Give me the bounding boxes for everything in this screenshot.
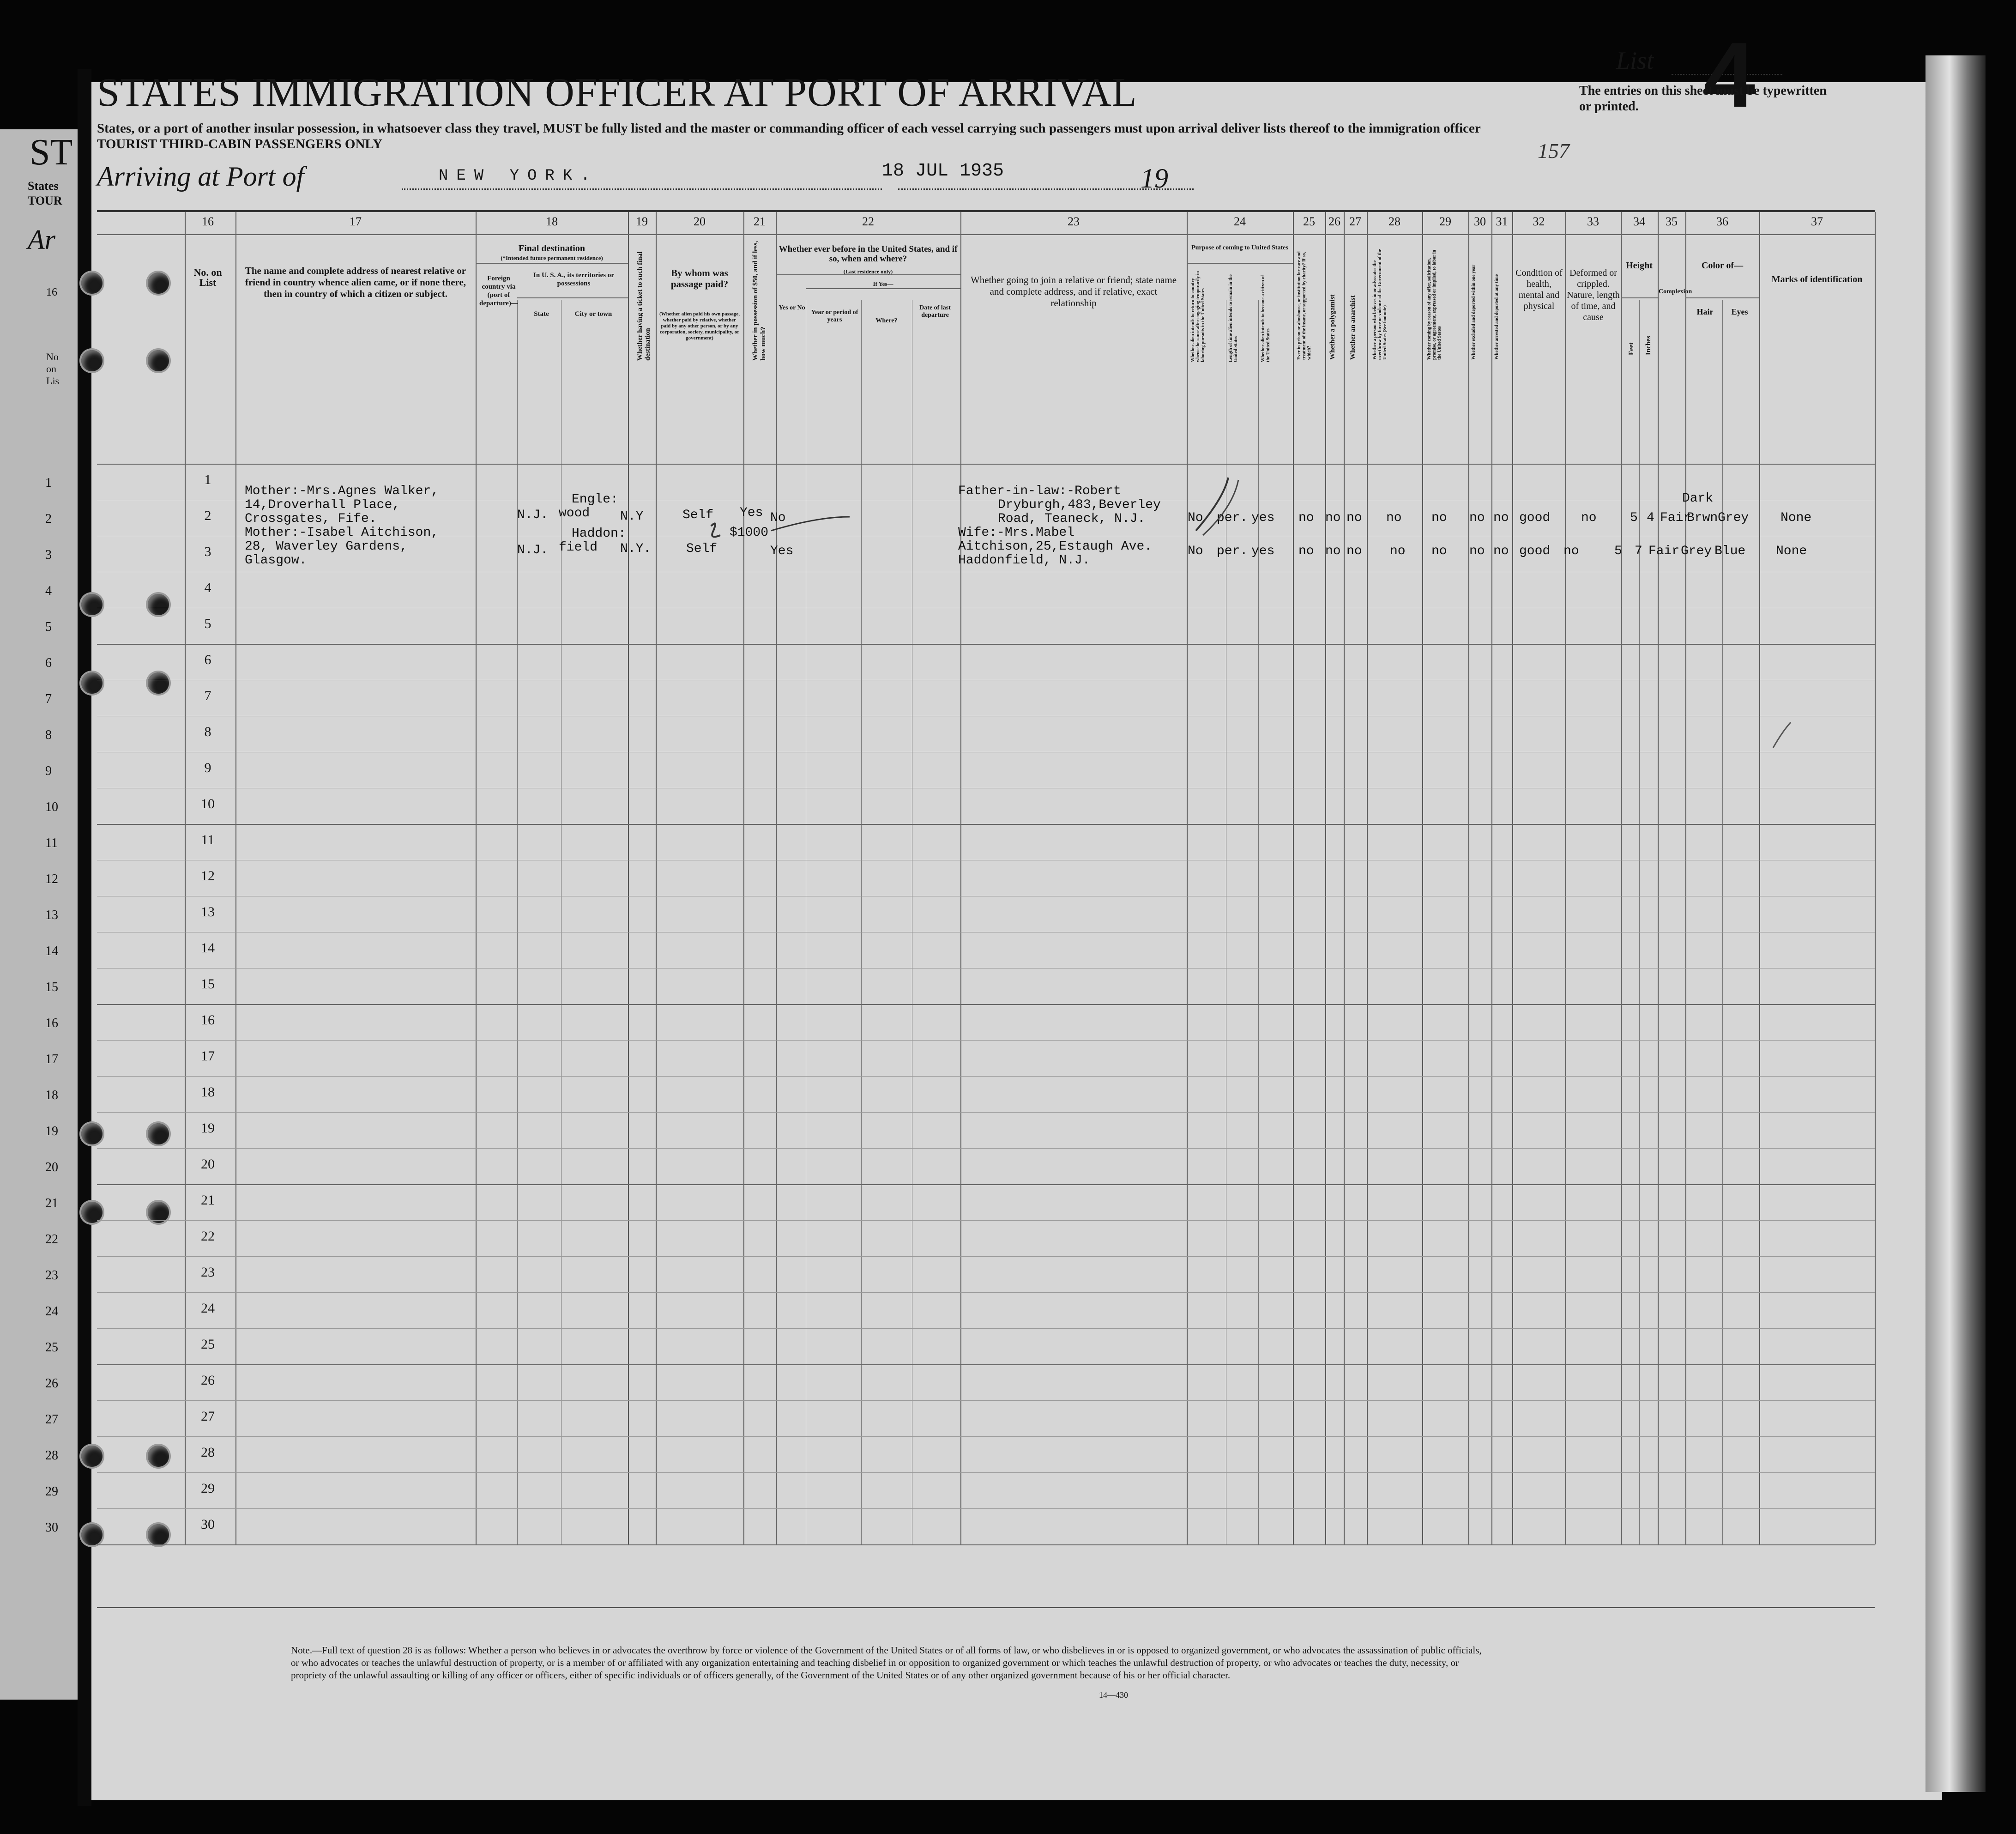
heading-where: Where? xyxy=(875,317,898,324)
heading-if-yes: If Yes— xyxy=(873,280,893,287)
stub-arriving: Ar xyxy=(28,224,55,255)
stub-no-on-list: No on Lis xyxy=(46,351,60,387)
stub-row-number: 29 xyxy=(45,1484,58,1499)
passenger-class-line: TOURIST THIRD-CABIN PASSENGERS ONLY xyxy=(97,137,383,151)
row2-ever-before: Yes xyxy=(770,544,794,558)
row-number: 2 xyxy=(204,508,211,523)
row-number: 7 xyxy=(204,688,211,703)
colnum-20: 20 xyxy=(694,215,706,228)
row-number: 12 xyxy=(201,868,215,884)
year-label: 19 xyxy=(1141,163,1168,194)
heading-height: Height xyxy=(1626,260,1653,271)
row-number: 14 xyxy=(201,940,215,956)
stub-row-number: 13 xyxy=(45,908,58,922)
port-value: NEW YORK. xyxy=(439,167,598,185)
row2-ticket: N.Y. xyxy=(620,542,652,556)
manifest-table xyxy=(97,210,1875,1544)
stub-row-number: 8 xyxy=(45,728,52,742)
row-number: 22 xyxy=(201,1229,215,1244)
colnum-17: 17 xyxy=(350,215,362,228)
port-dotted-line xyxy=(402,188,882,190)
row1-hair-top: Dark xyxy=(1682,491,1714,506)
colnum-19: 19 xyxy=(636,215,648,228)
stub-row-number: 20 xyxy=(45,1160,58,1174)
row-number: 30 xyxy=(201,1517,215,1532)
heading-relative: The name and complete address of nearest relative or friend in country whence alien came, or if none there, then in country of which a citizen or subject. xyxy=(245,265,466,299)
row-number: 25 xyxy=(201,1337,215,1352)
row2-purpose-b: per. xyxy=(1217,544,1248,558)
row-number: 29 xyxy=(201,1481,215,1496)
colnum-31: 31 xyxy=(1496,215,1508,228)
heading-foreign-country: Foreign country via (port of departure)— xyxy=(479,275,518,307)
heading-city: City or town xyxy=(574,310,612,318)
stub-row-number: 12 xyxy=(45,872,58,886)
row2-eyes: Blue xyxy=(1714,544,1746,558)
heading-yes-no: Yes or No xyxy=(779,304,805,311)
heading-ticket: Whether having a ticket to such final destination xyxy=(636,251,652,361)
row2-q31: no xyxy=(1493,544,1509,558)
row2-joining: Wife:-Mrs.Mabel Aitchison,25,Estaugh Ave. Haddonfield, N.J. xyxy=(958,526,1153,568)
stub-row-number: 26 xyxy=(45,1376,58,1391)
colnum-18: 18 xyxy=(546,215,558,228)
row-number: 15 xyxy=(201,976,215,992)
stub-row-number: 1 xyxy=(45,476,52,490)
row2-hair: Grey xyxy=(1681,544,1712,558)
heading-joining: Whether going to join a relative or friend; state name and complete address, and if relative, exact relationship xyxy=(970,274,1177,309)
row-number: 19 xyxy=(201,1120,215,1136)
heading-final-destination: Final destination xyxy=(519,243,585,254)
row1-marks: None xyxy=(1781,511,1812,525)
arriving-label: Arriving at Port of xyxy=(97,161,304,192)
stub-row-number: 18 xyxy=(45,1088,58,1102)
row2-city: Haddon: field xyxy=(559,527,626,555)
heading-purpose-b: Length of time alien intends to remain in the United States xyxy=(1228,274,1238,362)
heading-deformed: Deformed or crippled. Nature, length of time, and cause xyxy=(1567,268,1620,322)
colnum-22: 22 xyxy=(862,215,874,228)
stub-row-number: 30 xyxy=(45,1520,58,1535)
typewritten-note: The entries on this sheet must be typewritten or printed. xyxy=(1579,84,1827,114)
row2-health: good xyxy=(1519,544,1551,558)
pencil-marks xyxy=(97,212,1875,1544)
row1-purpose-b: per. xyxy=(1217,511,1248,525)
heading-purpose-c: Whether alien intends to become a citizen of the United States xyxy=(1261,275,1271,362)
heading-polygamist: Whether a polygamist xyxy=(1329,294,1336,360)
row-number: 10 xyxy=(201,796,215,811)
heading-eyes: Eyes xyxy=(1731,307,1748,316)
stub-line2: TOUR xyxy=(28,194,62,207)
heading-marks: Marks of identification xyxy=(1771,274,1863,284)
left-page-edge xyxy=(0,129,85,1700)
row-number: 13 xyxy=(201,904,215,920)
row1-ticket: N.Y xyxy=(620,509,644,524)
row1-complexion: Fair xyxy=(1660,511,1691,525)
row-number: 23 xyxy=(201,1265,215,1280)
colnum-28: 28 xyxy=(1388,215,1400,228)
heading-year-period: Year or period of years xyxy=(811,309,858,323)
row2-q25: no xyxy=(1298,544,1314,558)
row-number: 1 xyxy=(204,472,211,487)
heading-no-on-list: No. on List xyxy=(193,266,222,288)
row2-complexion: Fair xyxy=(1648,544,1680,558)
stub-row-number: 25 xyxy=(45,1340,58,1355)
stub-row-number: 6 xyxy=(45,656,52,670)
row-number: 26 xyxy=(201,1373,215,1388)
row2-paid-by: Self xyxy=(686,542,718,556)
footnote: Note.—Full text of question 28 is as follows: Whether a person who believes in or advocates the overthrow by force or violence of the Government of the United States or of all forms of law, or who disbelieves in or is opposed to organized government, or who advocates the assassination of public officials, or who advocates or teaches the unlawful destruction of property, or is a member of or affiliated with any organization entertaining and teaching disbelief in or opposition to organized government or which teaches the unlawful destruction of property, or who advocates or teaches the duty, necessity, or propriety of the unlawful assaulting or killing of any officer or officers, either of specific individuals or of officers generally, of the Government of the United States or of any other organized government because of his or her official character. xyxy=(291,1645,1482,1681)
list-label: List xyxy=(1616,47,1654,74)
heading-purpose: Purpose of coming to United States xyxy=(1191,244,1288,251)
stub-line1: States xyxy=(28,179,59,193)
stub-row-number: 15 xyxy=(45,980,58,994)
arrival-date: 18 JUL 1935 xyxy=(882,161,1004,182)
heading-inches: Inches xyxy=(1645,336,1652,355)
row2-feet: 5 xyxy=(1614,544,1622,558)
row1-inches: 4 xyxy=(1647,511,1654,525)
stub-row-number: 5 xyxy=(45,620,52,634)
row2-purpose-a: No xyxy=(1188,544,1203,558)
row2-inches: 7 xyxy=(1635,544,1642,558)
row1-q25: no xyxy=(1298,511,1314,525)
row2-marks: None xyxy=(1776,544,1807,558)
heading-by-whom: By whom was passage paid? xyxy=(670,267,729,290)
stub-letters: ST xyxy=(30,132,73,173)
colnum-32: 32 xyxy=(1533,215,1545,228)
stub-row-number: 16 xyxy=(45,1016,58,1030)
row1-paid-by: Self xyxy=(682,508,714,522)
row1-ever-before: No xyxy=(770,511,786,525)
row1-joining: Father-in-law:-Robert Dryburgh,483,Beverley Road, Teaneck, N.J. xyxy=(958,484,1161,526)
stub-row-number: 2 xyxy=(45,512,52,526)
stub-row-number: 4 xyxy=(45,584,52,598)
heading-ever-before: Whether ever before in the United States, and if so, when and where? xyxy=(779,244,958,264)
colnum-30: 30 xyxy=(1474,215,1486,228)
colnum-36: 36 xyxy=(1716,215,1728,228)
table-bottom-rule xyxy=(97,1607,1875,1608)
row2-q29: no xyxy=(1431,544,1447,558)
row-number: 8 xyxy=(204,724,211,739)
colnum-23: 23 xyxy=(1068,215,1080,228)
instructions-line: States, or a port of another insular possession, in whatsoever class they travel, MUST be fully listed and the master or commanding officer of each vessel carrying such passengers must upon arrival deliver lists thereof to the immigration officer xyxy=(97,121,1481,136)
row1-q28: no xyxy=(1386,511,1402,525)
row1-q30: no xyxy=(1469,511,1485,525)
heading-hair: Hair xyxy=(1696,307,1714,316)
binding-spine xyxy=(78,69,91,1806)
colnum-27: 27 xyxy=(1349,215,1361,228)
row1-q26: no xyxy=(1325,511,1341,525)
heading-by-whom-note: (Whether alien paid his own passage, whether paid by relative, whether paid by any other person, or by any corporation, society, municipality, or government) xyxy=(659,311,740,341)
colnum-16: 16 xyxy=(202,215,214,228)
right-binding-edge xyxy=(1925,55,1986,1792)
row1-q31: no xyxy=(1493,511,1509,525)
row-number: 20 xyxy=(201,1156,215,1172)
stub-row-number: 11 xyxy=(45,836,58,850)
row1-possession: Yes xyxy=(740,506,763,520)
row1-state: N.J. xyxy=(517,508,549,522)
row2-q28: no xyxy=(1390,544,1406,558)
handwritten-number: 157 xyxy=(1538,139,1569,163)
heading-possession: Whether in possession of $50, and if less, how much? xyxy=(752,241,767,361)
row-number: 11 xyxy=(201,832,215,847)
stub-colnum: 16 xyxy=(46,286,57,298)
row-number: 16 xyxy=(201,1012,215,1028)
stub-row-number: 21 xyxy=(45,1196,58,1211)
heading-health: Condition of health, mental and physical xyxy=(1515,268,1563,311)
row-number: 6 xyxy=(204,652,211,667)
row1-deformed: no xyxy=(1581,511,1597,525)
row2-q27: no xyxy=(1346,544,1362,558)
heading-purpose-a: Whether alien intends to return to country whence he came after engaging temporarily in laboring pursuits in the United States xyxy=(1190,271,1206,362)
row1-purpose-c: yes xyxy=(1251,511,1275,525)
stub-row-number: 3 xyxy=(45,548,52,562)
heading-q30: Whether excluded and deported within one year xyxy=(1471,265,1476,360)
row1-health: good xyxy=(1519,511,1551,525)
row2-q30: no xyxy=(1469,544,1485,558)
heading-complexion: Complexion xyxy=(1659,288,1692,295)
row2-relative: Mother:-Isabel Aitchison, 28, Waverley Gardens, Glasgow. xyxy=(245,526,439,568)
row-number: 28 xyxy=(201,1445,215,1460)
heading-color-of: Color of— xyxy=(1701,260,1744,271)
row-number: 4 xyxy=(204,580,211,595)
column-rule xyxy=(1875,212,1876,1544)
colnum-34: 34 xyxy=(1633,215,1645,228)
colnum-33: 33 xyxy=(1587,215,1599,228)
row1-relative: Mother:-Mrs.Agnes Walker, 14,Droverhall Place, Crossgates, Fife. xyxy=(245,484,439,526)
heading-q29: Whether coming by reason of any offer, solicitation, promise, or agreement, expressed or implied, to labor in the United States xyxy=(1427,249,1442,360)
stub-row-number: 28 xyxy=(45,1448,58,1463)
stub-row-number: 23 xyxy=(45,1268,58,1283)
list-number: 4 xyxy=(1704,24,1756,127)
row2-purpose-c: yes xyxy=(1251,544,1275,558)
row2-state: N.J. xyxy=(517,543,549,557)
heading-date-departure: Date of last departure xyxy=(919,304,951,319)
row1-hair: Brwn xyxy=(1687,511,1718,525)
stub-row-number: 24 xyxy=(45,1304,58,1319)
stub-row-number: 17 xyxy=(45,1052,58,1066)
row1-city: Engle: wood xyxy=(559,492,618,521)
stub-row-number: 7 xyxy=(45,692,52,706)
colnum-26: 26 xyxy=(1328,215,1340,228)
heading-feet: Feet xyxy=(1628,342,1635,355)
row-number: 3 xyxy=(204,544,211,559)
stub-row-number: 22 xyxy=(45,1232,58,1247)
heading-prison: Ever in prison or almshouse, or institution for care and treatment of the insane, or supported by charity? If so, which? xyxy=(1297,251,1312,360)
heading-anarchist: Whether an anarchist xyxy=(1349,295,1357,360)
colnum-24: 24 xyxy=(1234,215,1246,228)
heading-q31: Whether arrested and deported at any time xyxy=(1494,274,1499,360)
colnum-37: 37 xyxy=(1811,215,1823,228)
stub-row-number: 9 xyxy=(45,764,52,778)
row-number: 17 xyxy=(201,1048,215,1064)
stub-row-number: 10 xyxy=(45,800,58,814)
row-number: 18 xyxy=(201,1084,215,1100)
row-rule xyxy=(97,1544,1875,1545)
row2-possession: $1000 xyxy=(730,526,769,540)
form-number: 14—430 xyxy=(1099,1690,1128,1700)
stub-row-number: 27 xyxy=(45,1412,58,1427)
row1-q27: no xyxy=(1346,511,1362,525)
heading-q28: Whether a person who believes in or advocates the overthrow by force or violence of the Government of the United States (See footnote) xyxy=(1372,249,1388,360)
stub-row-number: 19 xyxy=(45,1124,58,1138)
row-number: 27 xyxy=(201,1409,215,1424)
stub-row-number: 14 xyxy=(45,944,58,958)
colnum-29: 29 xyxy=(1439,215,1451,228)
heading-in-usa: In U. S. A., its territories or possessions xyxy=(533,272,614,287)
heading-final-destination-note: (*Intended future permanent residence) xyxy=(501,254,603,261)
row-number: 5 xyxy=(204,616,211,631)
row2-q26: no xyxy=(1325,544,1341,558)
row1-eyes: Grey xyxy=(1718,511,1749,525)
colnum-25: 25 xyxy=(1303,215,1315,228)
row1-purpose-a: No xyxy=(1188,511,1203,525)
row2-deformed: no xyxy=(1563,544,1579,558)
colnum-35: 35 xyxy=(1666,215,1678,228)
page-title: STATES IMMIGRATION OFFICER AT PORT OF ARRIVAL xyxy=(97,70,1137,115)
row1-feet: 5 xyxy=(1630,511,1638,525)
heading-state: State xyxy=(534,310,549,318)
row-number: 24 xyxy=(201,1301,215,1316)
colnum-21: 21 xyxy=(754,215,766,228)
row1-q29: no xyxy=(1431,511,1447,525)
row-number: 21 xyxy=(201,1192,215,1208)
heading-last-residence: (Last residence only) xyxy=(843,268,893,275)
row-number: 9 xyxy=(204,760,211,775)
